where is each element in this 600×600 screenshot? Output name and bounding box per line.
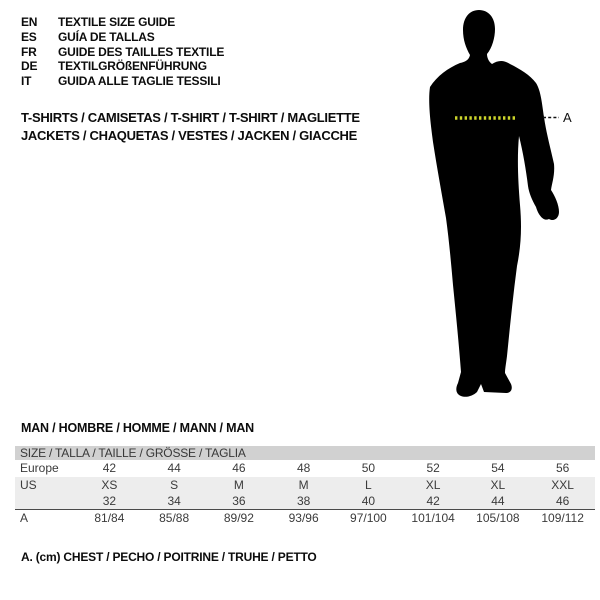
section-heading-man: MAN / HOMBRE / HOMME / MANN / MAN [21, 421, 254, 435]
table-cell: XL [425, 478, 441, 492]
table-row [15, 510, 595, 527]
category-line: T-SHIRTS / CAMISETAS / T-SHIRT / T-SHIRT / MAGLIETTE [21, 110, 360, 125]
table-cell: XXL [551, 478, 574, 492]
table-cell: 81/84 [94, 511, 125, 525]
size-table-rows [15, 460, 595, 527]
table-cell: 42 [102, 461, 117, 475]
measurement-footnote: A. (cm) CHEST / PECHO / POITRINE / TRUHE / PETTO [21, 550, 317, 564]
table-cell: 34 [167, 494, 181, 508]
table-cell: M [233, 478, 244, 492]
table-cell: 93/96 [288, 511, 319, 525]
table-cell: 38 [296, 494, 311, 508]
language-code: IT [21, 74, 32, 89]
language-label: TEXTILGRÖßENFÜHRUNG [58, 59, 207, 74]
table-cell: 105/108 [476, 511, 520, 525]
table-cell: 42 [426, 494, 440, 508]
table-row [15, 493, 595, 510]
table-cell: 97/100 [350, 511, 387, 525]
table-cell: S [170, 478, 179, 492]
language-code: ES [21, 29, 37, 44]
table-row-label: A [20, 511, 29, 525]
table-cell: 36 [232, 494, 246, 508]
table-cell: 109/112 [541, 511, 584, 525]
table-cell: 48 [296, 461, 311, 475]
language-label: GUÍA DE TALLAS [58, 29, 155, 44]
table-cell: XL [490, 478, 506, 492]
table-cell: 32 [102, 494, 117, 508]
table-cell: 85/88 [159, 511, 190, 525]
man-silhouette [429, 10, 559, 397]
language-label: GUIDE DES TAILLES TEXTILE [58, 44, 225, 59]
table-cell: 46 [232, 461, 246, 475]
table-cell: 52 [426, 461, 440, 475]
table-cell: 40 [361, 494, 376, 508]
size-table [15, 446, 595, 527]
table-cell: 89/92 [223, 511, 254, 525]
table-cell: 46 [555, 494, 570, 508]
table-cell: 44 [167, 461, 181, 475]
table-row [15, 460, 595, 477]
table-cell: 101/104 [411, 511, 455, 525]
table-cell: 54 [491, 461, 505, 475]
table-row-label: US [20, 478, 37, 492]
table-cell: M [298, 478, 309, 492]
language-code: EN [21, 15, 38, 29]
language-label: TEXTILE SIZE GUIDE [58, 15, 176, 29]
table-row [15, 477, 595, 493]
measurement-label-a: A [563, 110, 572, 125]
table-cell: L [365, 478, 372, 492]
category-line: JACKETS / CHAQUETAS / VESTES / JACKEN / GIACCHE [21, 127, 357, 143]
table-cell: 56 [555, 461, 570, 475]
table-cell: 50 [361, 461, 376, 475]
table-row-label: Europe [20, 461, 59, 475]
table-cell: 44 [491, 494, 505, 508]
size-table-header: SIZE / TALLA / TAILLE / GRÖSSE / TAGLIA [15, 446, 595, 460]
language-label: GUIDA ALLE TAGLIE TESSILI [58, 74, 221, 89]
table-cell: XS [101, 478, 118, 492]
language-code: FR [21, 44, 37, 59]
language-code: DE [21, 59, 38, 74]
